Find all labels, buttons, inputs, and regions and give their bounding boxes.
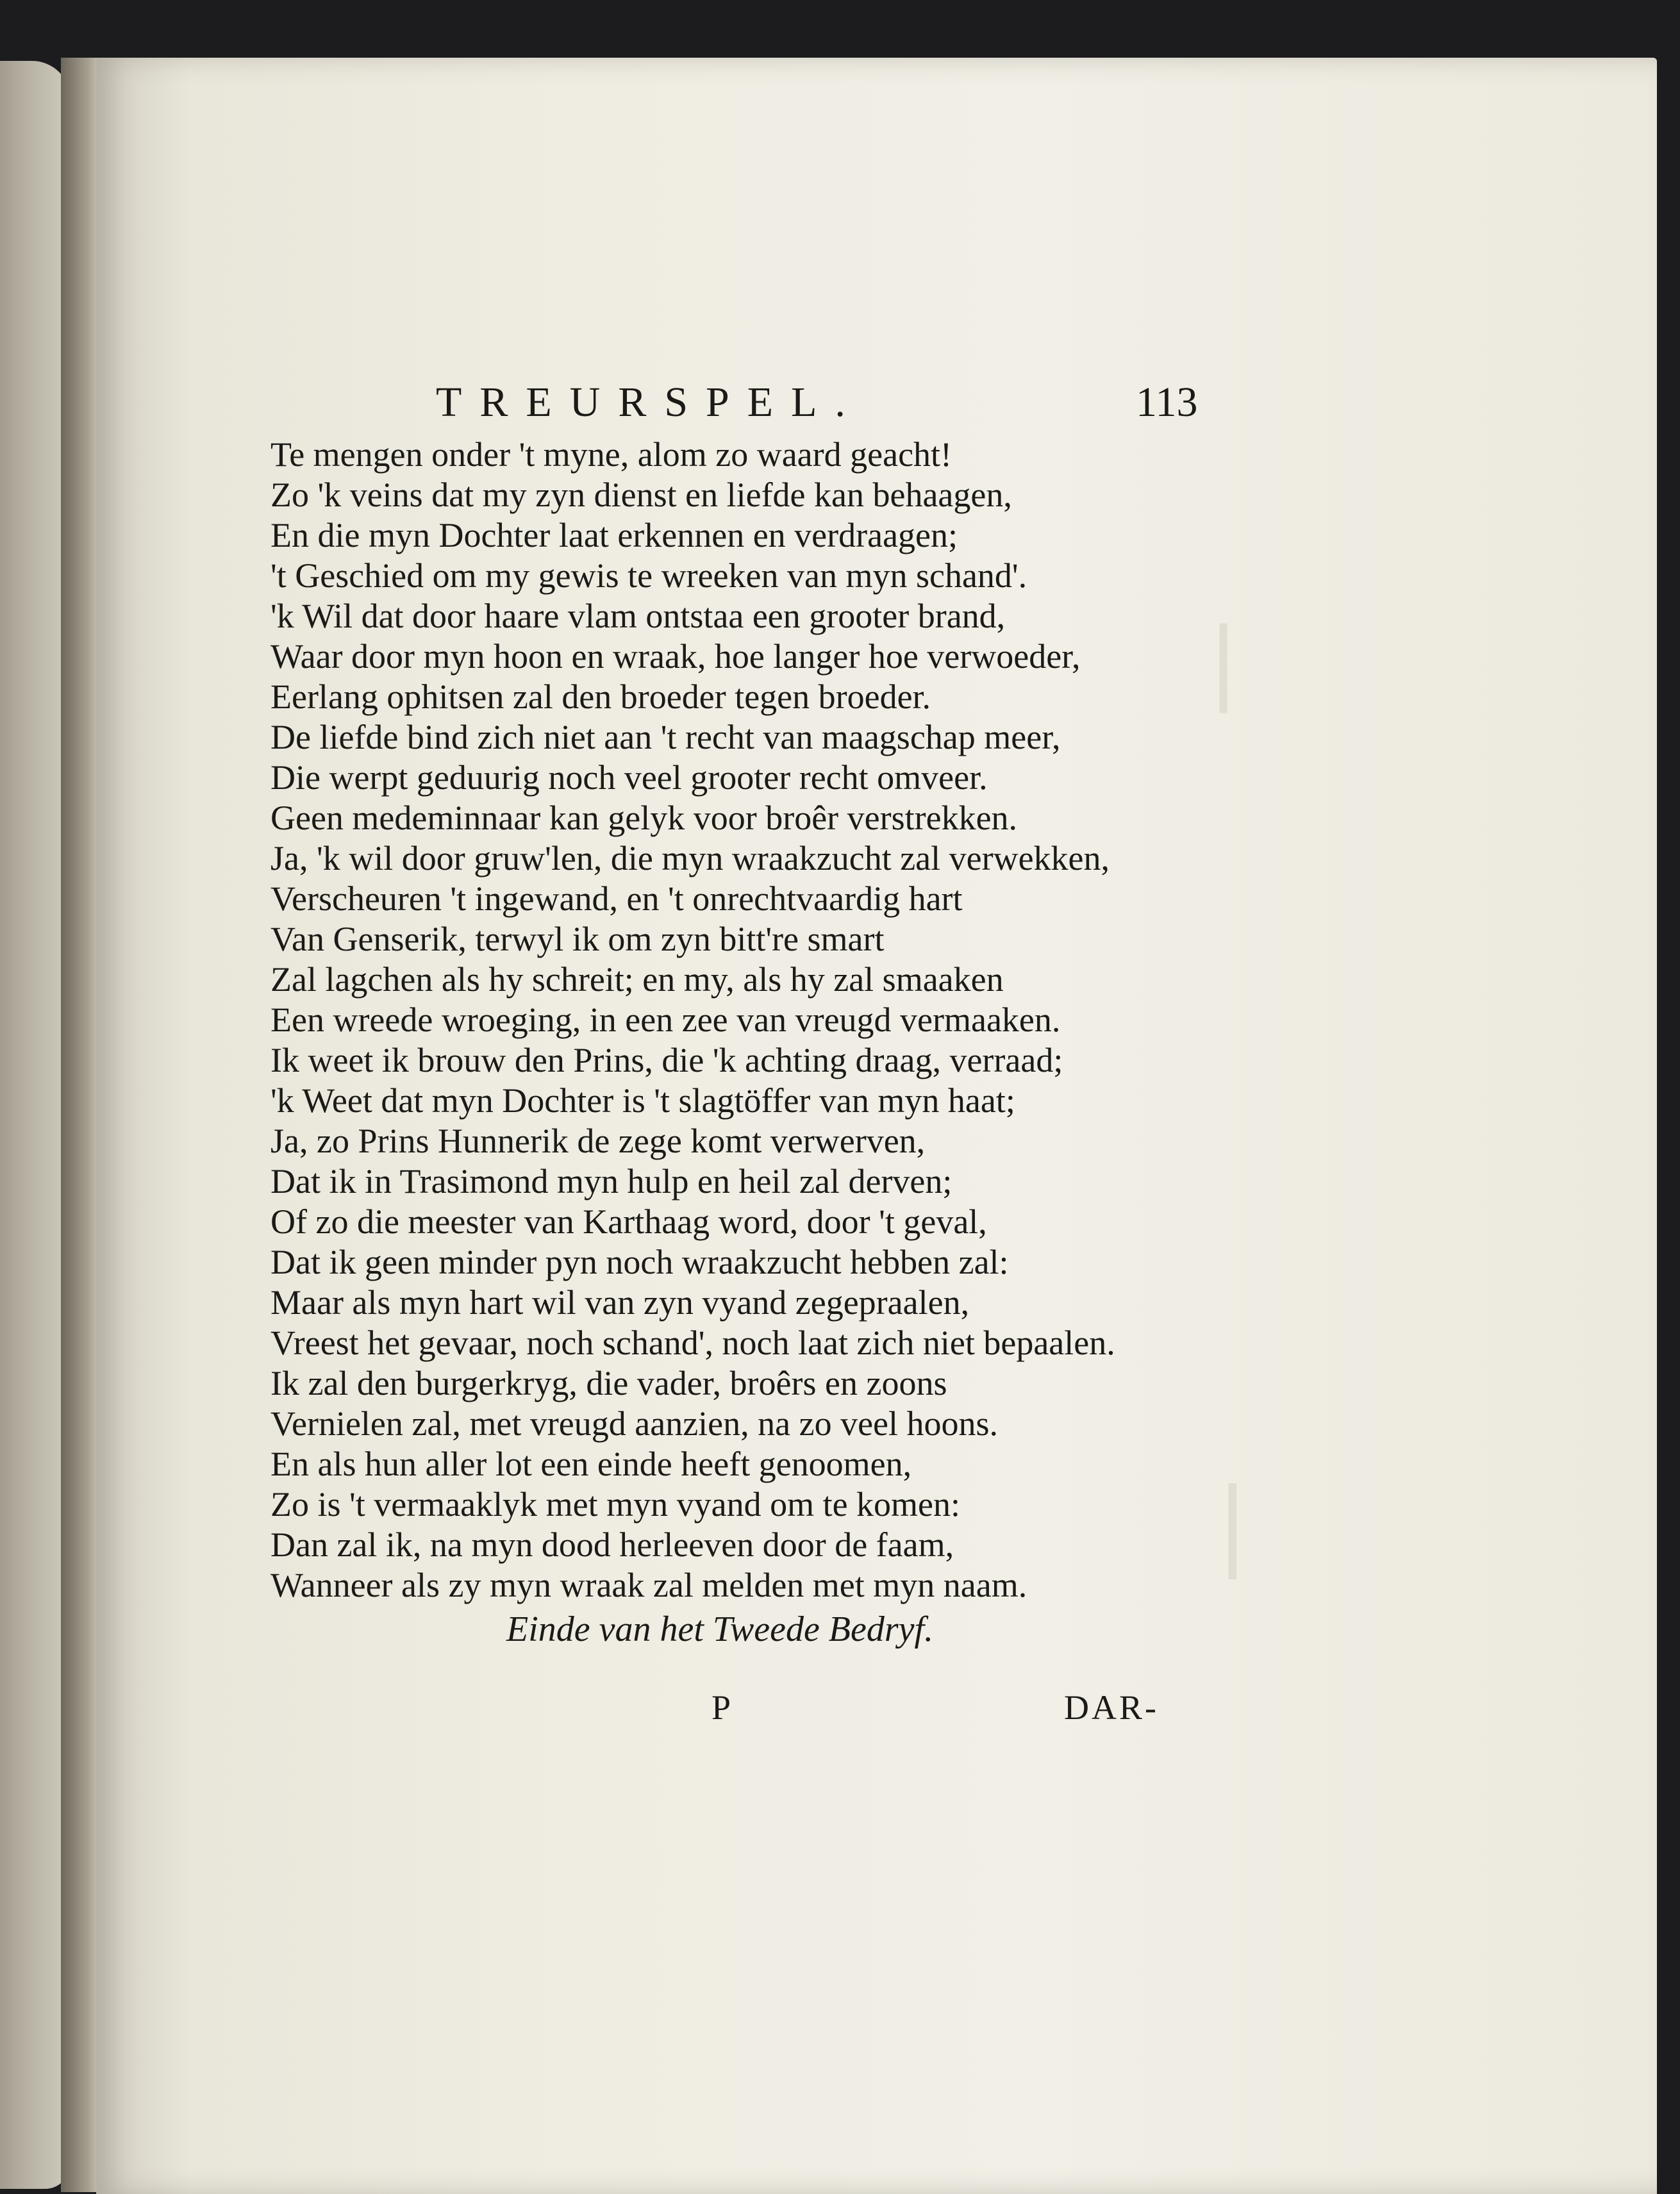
verse-line: 'k Weet dat myn Dochter is 't slagtöffer van myn haat; [270,1081,1015,1120]
verse-line: 't Geschied om my gewis te wreeken van myn schand'. [270,556,1027,595]
verse-line: Ja, zo Prins Hunnerik de zege komt verwerven, [270,1122,926,1160]
verse-line: Dat ik geen minder pyn noch wraakzucht hebben zal: [270,1243,1009,1281]
verse-line: Maar als myn hart wil van zyn vyand zegepraalen, [270,1283,970,1322]
verse-line: Waar door myn hoon en wraak, hoe langer hoe verwoeder, [270,637,1081,676]
running-title: TREURSPEL. [436,379,863,426]
verse-line: 'k Wil dat door haare vlam ontstaa een grooter brand, [270,597,1006,635]
verse-line: Geen medeminnaar kan gelyk voor broêr verstrekken. [270,799,1018,837]
show-through-ink: ❘ [1192,1471,1273,1577]
verse-line: Ik zal den burgerkryg, die vader, broêrs en zoons [270,1364,947,1402]
book-page [96,58,1657,2194]
verse-line: Vreest het gevaar, noch schand', noch laat zich niet bepaalen. [270,1324,1115,1362]
page-header [96,378,1657,429]
page-number: 113 [1136,379,1198,426]
verse-line: En als hun aller lot een einde heeft genoomen, [270,1445,912,1483]
verse-line: Of zo die meester van Karthaag word, door 't geval, [270,1202,987,1241]
catchword: DAR- [1064,1688,1159,1727]
verse-line: Te mengen onder 't myne, alom zo waard geacht! [270,435,952,474]
previous-page-edge [0,61,71,2189]
verse-line: Die werpt geduurig noch veel grooter recht omveer. [270,758,988,797]
background-edge [1657,58,1680,2194]
verse-line: De liefde bind zich niet aan 't recht van maagschap meer, [270,718,1061,756]
verse-line: Zo 'k veins dat my zyn dienst en liefde kan behaagen, [270,476,1012,514]
verse-line: Een wreede wroeging, in een zee van vreugd vermaaken. [270,1001,1061,1039]
verse-line: Zo is 't vermaaklyk met myn vyand om te komen: [270,1485,961,1524]
verse-line: Ik weet ik brouw den Prins, die 'k achting draag, verraad; [270,1041,1063,1079]
verse-line: Dat ik in Trasimond myn hulp en heil zal derven; [270,1162,952,1201]
verse-line: Verscheuren 't ingewand, en 't onrechtvaardig hart [270,879,963,918]
signature-mark: P [711,1688,731,1727]
verse-block [270,435,1360,1606]
verse-line: Dan zal ik, na myn dood herleeven door de faam, [270,1525,954,1564]
verse-line: Zal lagchen als hy schreit; en my, als hy zal smaaken [270,960,1004,999]
verse-line: Eerlang ophitsen zal den broeder tegen broeder. [270,677,931,716]
act-end-line: Einde van het Tweede Bedryf. [506,1609,934,1649]
verse-line: Van Genserik, terwyl ik om zyn bitt're smart [270,920,885,958]
verse-line: Vernielen zal, met vreugd aanzien, na zo veel hoons. [270,1404,999,1443]
verse-line: Wanneer als zy myn wraak zal melden met myn naam. [270,1566,1027,1604]
verse-line: Ja, 'k wil door gruw'len, die myn wraakzucht zal verwekken, [270,839,1110,877]
verse-line: En die myn Dochter laat erkennen en verdraagen; [270,516,958,554]
show-through-ink: ❘ [1186,612,1261,711]
